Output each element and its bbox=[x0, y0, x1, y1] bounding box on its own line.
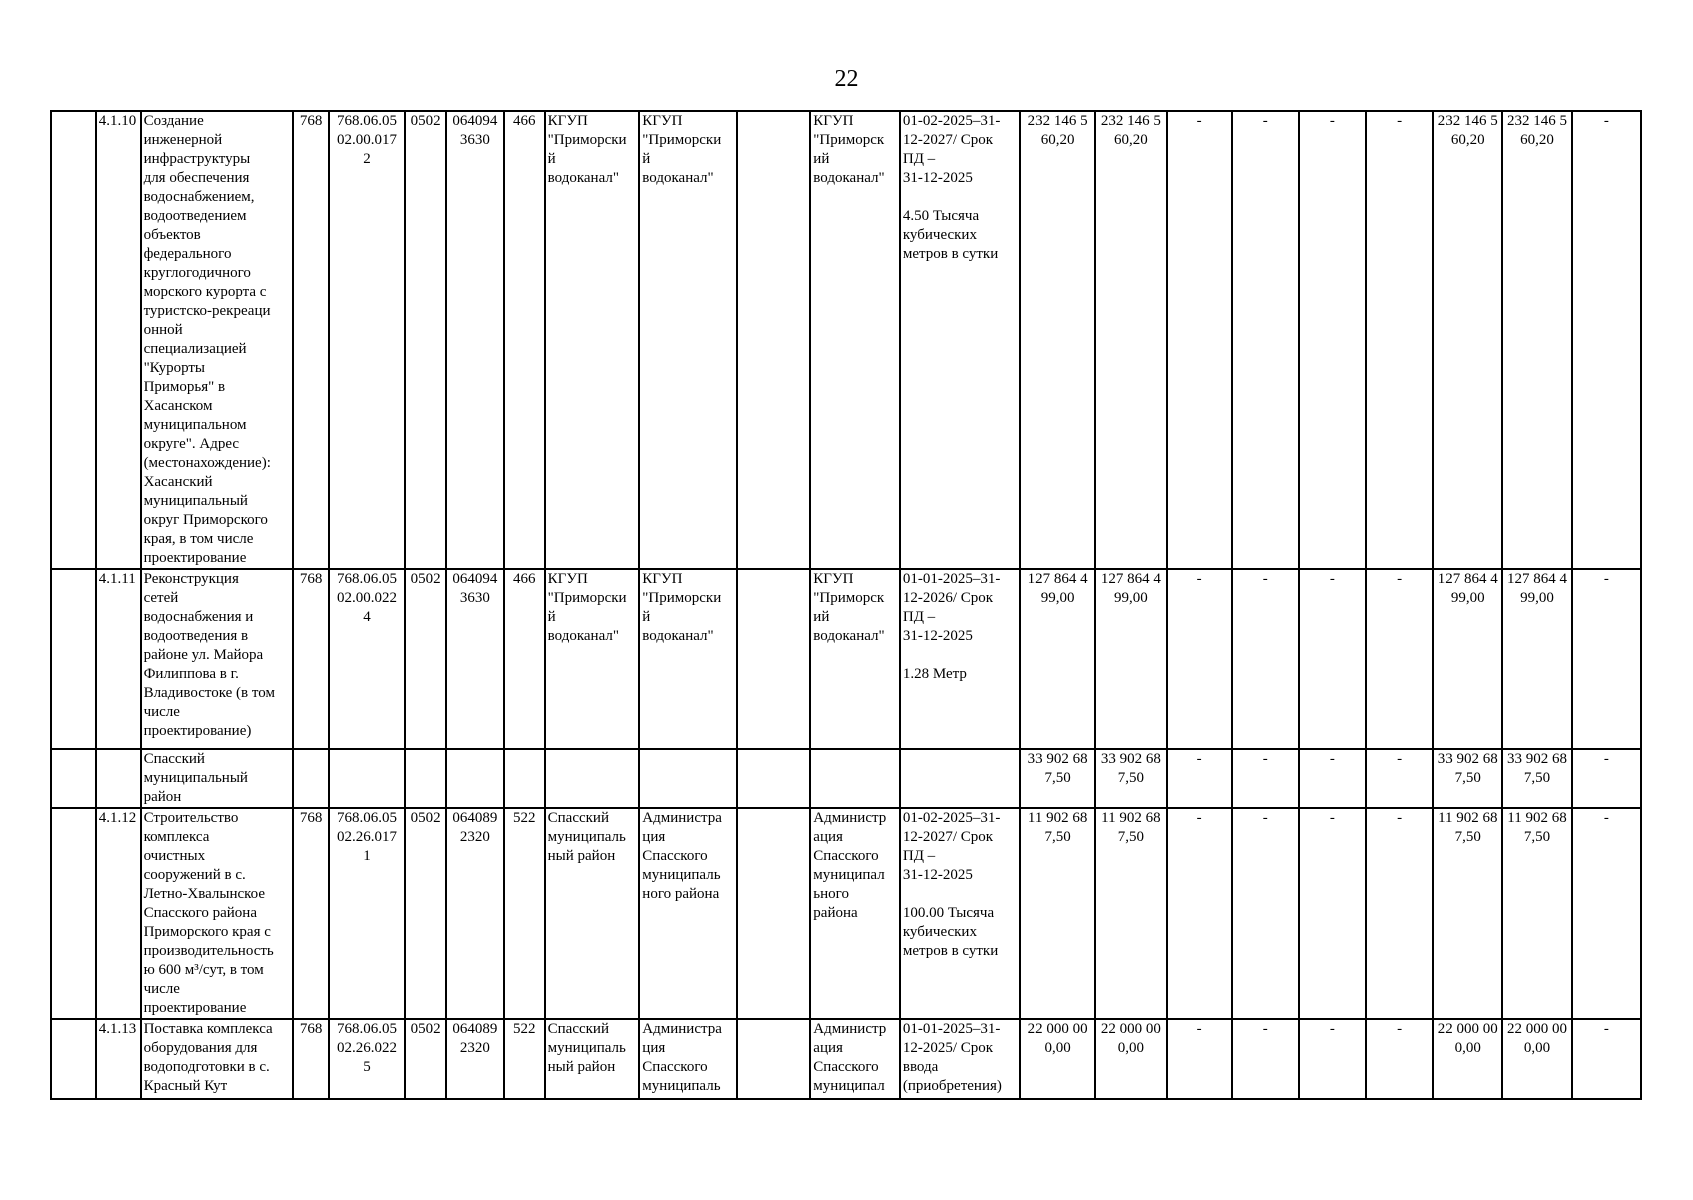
cell-csr bbox=[446, 749, 504, 808]
cell-num: 4.1.11 bbox=[96, 569, 141, 749]
cell-d2: - bbox=[1232, 749, 1299, 808]
cell-terms: 01-02-2025–31- 12-2027/ Срок ПД – 31-12-2025 100.00 Тысяча кубических метров в сутки bbox=[900, 808, 1020, 1019]
cell-terms: 01-01-2025–31- 12-2026/ Срок ПД – 31-12-2025 1.28 Метр bbox=[900, 569, 1020, 749]
cell-d2: - bbox=[1232, 1019, 1299, 1099]
cell-terms: 01-02-2025–31- 12-2027/ Срок ПД – 31-12-2025 4.50 Тысяча кубических метров в сутки bbox=[900, 111, 1020, 569]
cell-num: 4.1.10 bbox=[96, 111, 141, 569]
investment-table bbox=[50, 110, 1642, 1100]
cell-num: 4.1.13 bbox=[96, 1019, 141, 1099]
cell-d4: - bbox=[1366, 749, 1433, 808]
cell-d5: - bbox=[1572, 808, 1641, 1019]
cell-blank bbox=[51, 1019, 96, 1099]
page-number: 22 bbox=[834, 66, 859, 92]
cell-rz: 0502 bbox=[405, 808, 446, 1019]
cell-name: Создание инженерной инфраструктуры для обеспечения водоснабжением, водоотведением объектов федерального круглогодичного морского курорта с туристско-рекреаци онной специализацией "Курорты Приморья" в Хасанском муниципальном округе". Адрес (местонахождение): Хасанский муниципальный округ Приморского края, в том числе проектирование bbox=[141, 111, 294, 569]
cell-d5: - bbox=[1572, 569, 1641, 749]
cell-recipient: КГУП "Приморск ий водоканал" bbox=[810, 569, 900, 749]
cell-name: Строительство комплекса очистных сооружений в с. Летно-Хвалынское Спасского района Приморского края с производительность ю 600 м³/сут, в том числе проектирование bbox=[141, 808, 294, 1019]
cell-csr: 064094 3630 bbox=[446, 111, 504, 569]
cell-total4: 127 864 4 99,00 bbox=[1502, 569, 1571, 749]
cell-owner: КГУП "Приморски й водоканал" bbox=[545, 111, 640, 569]
table-row bbox=[51, 569, 1641, 749]
cell-total3: 22 000 00 0,00 bbox=[1433, 1019, 1502, 1099]
cell-empty bbox=[737, 808, 810, 1019]
table-row bbox=[51, 749, 1641, 808]
cell-d1: - bbox=[1167, 569, 1232, 749]
cell-vr: 466 bbox=[504, 569, 545, 749]
cell-csr: 064094 3630 bbox=[446, 569, 504, 749]
cell-total4: 232 146 5 60,20 bbox=[1502, 111, 1571, 569]
cell-d3: - bbox=[1299, 1019, 1366, 1099]
cell-blank bbox=[51, 569, 96, 749]
cell-csr: 064089 2320 bbox=[446, 1019, 504, 1099]
cell-csr: 064089 2320 bbox=[446, 808, 504, 1019]
cell-total1: 232 146 5 60,20 bbox=[1020, 111, 1095, 569]
cell-d3: - bbox=[1299, 111, 1366, 569]
cell-customer: Администра ция Спасского муниципаль bbox=[639, 1019, 737, 1099]
cell-grbs: 768 bbox=[293, 1019, 329, 1099]
cell-d5: - bbox=[1572, 1019, 1641, 1099]
cell-num bbox=[96, 749, 141, 808]
cell-kbk: 768.06.05 02.26.017 1 bbox=[329, 808, 405, 1019]
cell-terms bbox=[900, 749, 1020, 808]
cell-d4: - bbox=[1366, 569, 1433, 749]
cell-total1: 127 864 4 99,00 bbox=[1020, 569, 1095, 749]
cell-kbk: 768.06.05 02.26.022 5 bbox=[329, 1019, 405, 1099]
cell-name: Реконструкция сетей водоснабжения и водоотведения в районе ул. Майора Филиппова в г. Владивостоке (в том числе проектирование) bbox=[141, 569, 294, 749]
cell-d3: - bbox=[1299, 569, 1366, 749]
cell-grbs: 768 bbox=[293, 808, 329, 1019]
cell-owner: Спасский муниципаль ный район bbox=[545, 808, 640, 1019]
cell-name: Поставка комплекса оборудования для водоподготовки в с. Красный Кут bbox=[141, 1019, 294, 1099]
cell-vr: 466 bbox=[504, 111, 545, 569]
cell-d5: - bbox=[1572, 749, 1641, 808]
cell-d2: - bbox=[1232, 569, 1299, 749]
cell-d1: - bbox=[1167, 111, 1232, 569]
cell-total2: 232 146 5 60,20 bbox=[1095, 111, 1166, 569]
cell-vr: 522 bbox=[504, 808, 545, 1019]
cell-recipient: КГУП "Приморск ий водоканал" bbox=[810, 111, 900, 569]
cell-rz: 0502 bbox=[405, 1019, 446, 1099]
cell-blank bbox=[51, 808, 96, 1019]
cell-total1: 22 000 00 0,00 bbox=[1020, 1019, 1095, 1099]
cell-d1: - bbox=[1167, 1019, 1232, 1099]
cell-owner: КГУП "Приморски й водоканал" bbox=[545, 569, 640, 749]
cell-blank bbox=[51, 111, 96, 569]
cell-empty bbox=[737, 569, 810, 749]
cell-d5: - bbox=[1572, 111, 1641, 569]
cell-customer: КГУП "Приморски й водоканал" bbox=[639, 111, 737, 569]
cell-total3: 127 864 4 99,00 bbox=[1433, 569, 1502, 749]
cell-empty bbox=[737, 111, 810, 569]
cell-recipient: Администр ация Спасского муниципал bbox=[810, 1019, 900, 1099]
cell-customer: КГУП "Приморски й водоканал" bbox=[639, 569, 737, 749]
cell-kbk: 768.06.05 02.00.017 2 bbox=[329, 111, 405, 569]
cell-rz bbox=[405, 749, 446, 808]
cell-blank bbox=[51, 749, 96, 808]
cell-d2: - bbox=[1232, 808, 1299, 1019]
table-row bbox=[51, 1019, 1641, 1099]
cell-vr: 522 bbox=[504, 1019, 545, 1099]
cell-d2: - bbox=[1232, 111, 1299, 569]
cell-total1: 11 902 68 7,50 bbox=[1020, 808, 1095, 1019]
cell-recipient: Администр ация Спасского муниципал ьного района bbox=[810, 808, 900, 1019]
cell-customer bbox=[639, 749, 737, 808]
cell-empty bbox=[737, 749, 810, 808]
cell-grbs bbox=[293, 749, 329, 808]
table-row bbox=[51, 111, 1641, 569]
cell-d4: - bbox=[1366, 808, 1433, 1019]
cell-vr bbox=[504, 749, 545, 808]
cell-empty bbox=[737, 1019, 810, 1099]
cell-total2: 33 902 68 7,50 bbox=[1095, 749, 1166, 808]
cell-d3: - bbox=[1299, 808, 1366, 1019]
cell-num: 4.1.12 bbox=[96, 808, 141, 1019]
cell-d1: - bbox=[1167, 749, 1232, 808]
cell-total4: 33 902 68 7,50 bbox=[1502, 749, 1571, 808]
cell-grbs: 768 bbox=[293, 569, 329, 749]
cell-total4: 22 000 00 0,00 bbox=[1502, 1019, 1571, 1099]
cell-owner: Спасский муниципаль ный район bbox=[545, 1019, 640, 1099]
cell-total3: 33 902 68 7,50 bbox=[1433, 749, 1502, 808]
cell-total1: 33 902 68 7,50 bbox=[1020, 749, 1095, 808]
cell-d3: - bbox=[1299, 749, 1366, 808]
cell-total2: 22 000 00 0,00 bbox=[1095, 1019, 1166, 1099]
cell-total3: 232 146 5 60,20 bbox=[1433, 111, 1502, 569]
cell-grbs: 768 bbox=[293, 111, 329, 569]
cell-total2: 127 864 4 99,00 bbox=[1095, 569, 1166, 749]
cell-kbk bbox=[329, 749, 405, 808]
cell-total3: 11 902 68 7,50 bbox=[1433, 808, 1502, 1019]
cell-total2: 11 902 68 7,50 bbox=[1095, 808, 1166, 1019]
cell-rz: 0502 bbox=[405, 569, 446, 749]
cell-owner bbox=[545, 749, 640, 808]
cell-d1: - bbox=[1167, 808, 1232, 1019]
cell-rz: 0502 bbox=[405, 111, 446, 569]
table-row bbox=[51, 808, 1641, 1019]
cell-kbk: 768.06.05 02.00.022 4 bbox=[329, 569, 405, 749]
cell-name: Спасский муниципальный район bbox=[141, 749, 294, 808]
cell-d4: - bbox=[1366, 111, 1433, 569]
cell-customer: Администра ция Спасского муниципаль ного района bbox=[639, 808, 737, 1019]
cell-terms: 01-01-2025–31- 12-2025/ Срок ввода (приобретения) bbox=[900, 1019, 1020, 1099]
cell-recipient bbox=[810, 749, 900, 808]
cell-d4: - bbox=[1366, 1019, 1433, 1099]
cell-total4: 11 902 68 7,50 bbox=[1502, 808, 1571, 1019]
